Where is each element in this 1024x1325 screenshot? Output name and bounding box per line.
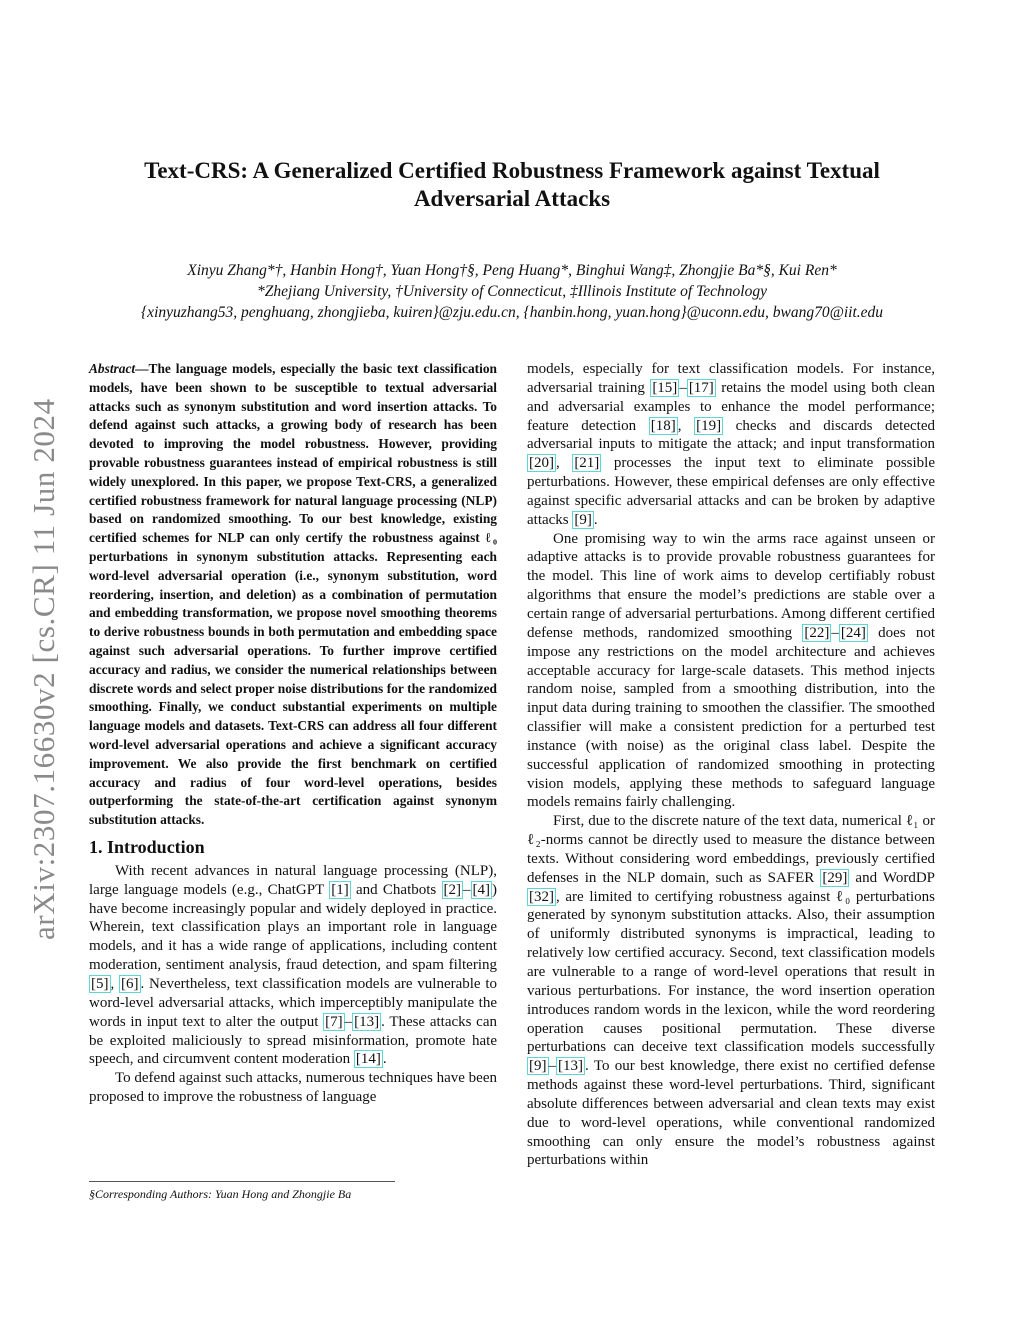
paragraph-text: , — [556, 455, 573, 472]
citation-link[interactable]: [18] — [650, 417, 676, 434]
citation-link[interactable]: [22] — [804, 624, 830, 641]
citation-link[interactable]: [6] — [121, 975, 139, 992]
paragraph-text: , — [677, 417, 695, 434]
citation-link[interactable]: [24] — [840, 624, 866, 641]
paragraph-text: , are limited to certifying robustness against ℓ₀ perturbations generated by synonym substitution attacks. Also, their assumption of uniformly distributed synonyms is impractical, leading to relatively low certified accuracy. Second, text classification models are vulnerable to a range of word-level operations that result in various perturbations. For instance, the word insertion operation introduces random words in the lexicon, while the word reordering operation causes positional permutation. These diverse perturbations can deceive text classification models successfully — [527, 888, 935, 1056]
citation-link[interactable]: [19] — [696, 417, 722, 434]
paragraph-text: – — [679, 379, 687, 396]
citation-link[interactable]: [2] — [443, 881, 461, 898]
citation-link[interactable]: [9] — [574, 511, 592, 528]
paragraph-text: processes the input text to eliminate possible perturbations. However, these empirical defenses are only effective against specific adversarial attacks and can be broken by adaptive attacks — [527, 455, 936, 528]
citation-link[interactable]: [14] — [355, 1051, 381, 1068]
citation-link[interactable]: [7] — [325, 1013, 343, 1030]
citation-link[interactable]: [20] — [529, 455, 554, 472]
intro-paragraph-3 — [527, 530, 935, 813]
paper-title: Text-CRS: A Generalized Certified Robustness Framework against Textual Adversarial Attacks — [144, 158, 880, 211]
author-emails: {xinyuzhang53, penghuang, zhongjieba, kuiren}@zju.edu.cn, {hanbin.hong, yuan.hong}@uconn.edu, bwang70@iit.edu — [140, 304, 884, 321]
paragraph-text: With recent advances in natural language processing (NLP), large language models (e.g., ChatGPT — [89, 862, 497, 898]
author-block — [60, 260, 964, 323]
left-column — [89, 360, 497, 1107]
citation-link[interactable]: [29] — [822, 869, 848, 886]
intro-paragraph-1 — [89, 862, 497, 1069]
paragraph-text: . To our best knowledge, there exist no certified defense methods against these word-level perturbations. Third, significant absolute differences between adversarial and clean texts may exist due to word-level operations, while conventional randomized smoothing can only ensure the model’s robustness against perturbations within — [527, 1058, 935, 1169]
paragraph-text: – — [831, 624, 839, 641]
citation-link[interactable]: [1] — [331, 881, 349, 898]
paragraph-text: and WordDP — [849, 869, 936, 886]
citation-link[interactable]: [32] — [529, 888, 554, 905]
abstract — [89, 360, 497, 830]
abstract-text: The language models, especially the basic text classification models, have been shown to be susceptible to textual adversarial attacks such as synonym substitution and word insertion attacks. To defend against such attacks, a growing body of research has been devoted to improving the model robustness. However, providing provable robustness guarantees instead of empirical robustness is still widely unexplored. In this paper, we propose Text-CRS, a generalized certified robustness framework for natural language processing (NLP) based on randomized smoothing. To our best knowledge, existing certified schemes for NLP can only certify the robustness against ℓ₀ perturbations in synonym substitution attacks. Representing each word-level adversarial operation (i.e., synonym substitution, word reordering, insertion, and deletion) as a combination of permutation and embedding transformation, we propose novel smoothing theorems to derive robustness bounds in both permutation and embedding space against such adversarial operations. To further improve certified accuracy and radius, we consider the numerical relationships between discrete words and select proper noise distributions for the randomized smoothing. Finally, we conduct substantial experiments on multiple language models and datasets. Text-CRS can address all four different word-level adversarial operations and achieve a significant accuracy improvement. We also provide the first benchmark on certified accuracy and radius of four word-level operations, besides outperforming the state-of-the-art certification against synonym substitution attacks. — [89, 361, 497, 828]
paragraph-text: , — [110, 975, 120, 992]
paragraph-text: First, due to the discrete nature of the text data, numerical ℓ₁ or ℓ₂-norms cannot be directly used to measure the distance between texts. Without considering word embeddings, previously certified defenses in the NLP domain, such as SAFER — [527, 813, 935, 886]
paragraph-text: ) have become increasingly popular and widely deployed in practice. Wherein, text classification plays an important role in language models, and it has a wide range of applications, including content moderation, sentiment analysis, fraud detection, and spam filtering — [89, 881, 497, 974]
paragraph-text: . — [382, 1051, 387, 1068]
paragraph-text: models, especially for text classification models. For instance, adversarial training — [527, 361, 935, 396]
intro-paragraph-4 — [527, 812, 935, 1170]
paragraph-text: . Nevertheless, text classification models are vulnerable to word-level adversarial attacks, which imperceptibly manipulate the words in input text to alter the output — [89, 975, 498, 1030]
paragraph-text: – — [344, 1013, 353, 1030]
paragraph-text: – — [548, 1058, 556, 1075]
footnote-divider — [89, 1181, 395, 1182]
author-affiliations: *Zhejiang University, †University of Connecticut, ‡Illinois Institute of Technology — [256, 283, 767, 300]
section-heading-introduction: 1. Introduction — [89, 836, 205, 857]
citation-link[interactable]: [13] — [558, 1058, 583, 1075]
citation-link[interactable]: [17] — [688, 379, 714, 396]
paragraph-text: – — [463, 881, 471, 898]
right-column — [527, 360, 935, 1170]
paragraph-text: retains the model using both clean and adversarial examples to enhance the model performance; feature detection — [527, 379, 935, 434]
citation-link[interactable]: [9] — [529, 1058, 547, 1075]
abstract-label: Abstract — [89, 361, 136, 376]
citation-link[interactable]: [4] — [472, 881, 490, 898]
arxiv-identifier-stamp: arXiv:2307.16630v2 [cs.CR] 11 Jun 2024 — [26, 398, 61, 940]
citation-link[interactable]: [13] — [354, 1013, 380, 1030]
intro-paragraph-2-cont — [527, 360, 935, 530]
footnote-corresponding-authors: §Corresponding Authors: Yuan Hong and Zhongjie Ba — [89, 1187, 352, 1201]
paragraph-text: checks and discards detected adversarial inputs to mitigate the attack; and input transformation — [527, 417, 935, 453]
citation-link[interactable]: [21] — [574, 455, 600, 472]
citation-link[interactable]: [15] — [652, 379, 678, 396]
intro-paragraph-2-start: To defend against such attacks, numerous techniques have been proposed to improve the robustness of language — [89, 1070, 497, 1106]
paragraph-text: and Chatbots — [350, 881, 442, 898]
paragraph-text: . These attacks can be exploited maliciously to spread misinformation, promote hate speech, and circumvent content moderation — [89, 1013, 497, 1068]
paragraph-text: One promising way to win the arms race against unseen or adaptive attacks is to provide provable robustness guarantees for the model. This line of work aims to develop certifiably robust algorithms that ensure the model’s predictions are stable over a certain range of adversarial perturbations. Among different certified defense methods, randomized smoothing — [527, 530, 935, 641]
author-names: Xinyu Zhang*†, Hanbin Hong†, Yuan Hong†§, Peng Huang*, Binghui Wang‡, Zhongjie Ba*§, Kui Ren* — [187, 262, 837, 279]
paragraph-text: . — [593, 511, 598, 528]
citation-link[interactable]: [5] — [91, 975, 109, 992]
abstract-dash: — — [135, 361, 149, 376]
paragraph-text: does not impose any restrictions on the model architecture and achieves acceptable accuracy for large-scale datasets. This method injects random noise, sampled from a smoothing distribution, into the input data during training to smoothen the classifier. The smoothed classifier will make a consistent prediction for a perturbed test instance (with noise) as the original class label. Despite the successful application of randomized smoothing in protecting vision models, applying these methods to safeguard language models remains fairly challenging. — [527, 624, 936, 811]
